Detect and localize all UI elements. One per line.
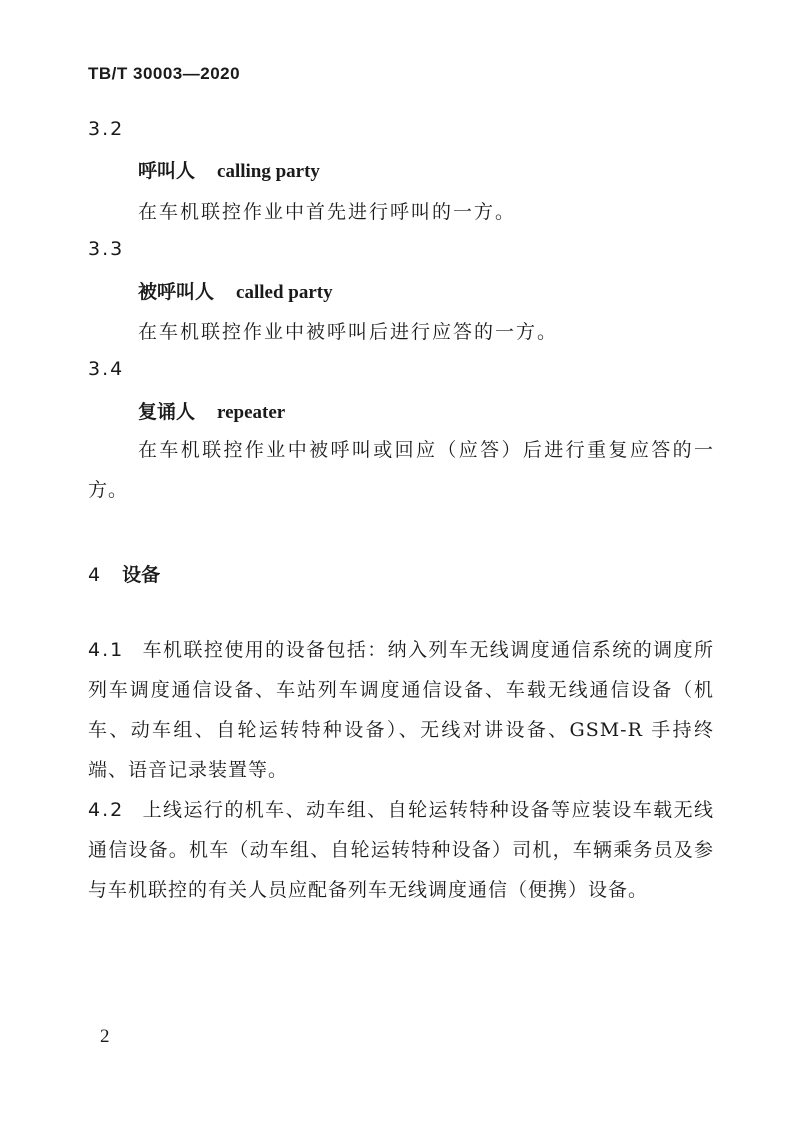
clause-text: 车机联控使用的设备包括：纳入列车无线调度通信系统的调度所列车调度通信设备、车站列车调度通信设备、车载无线通信设备（机车、动车组、自轮运转特种设备）、无线对讲设备、GSM-R 手持终端、语音记录装置等。 (88, 639, 714, 781)
clause-number: 3.2 (88, 118, 125, 140)
term-heading (138, 277, 333, 304)
term-english: calling party (217, 161, 320, 182)
term-definition: 在车机联控作业中被呼叫或回应（应答）后进行重复应答的一方。 (88, 439, 714, 501)
page-number: 2 (100, 1026, 110, 1047)
clause-paragraph (88, 790, 714, 910)
clause-paragraph (88, 630, 714, 790)
section-title: 设备 (122, 564, 161, 586)
clause-number: 4.1 (88, 639, 125, 661)
clause-number: 4.2 (88, 799, 125, 821)
term-chinese: 被呼叫人 (138, 281, 215, 303)
clause-number: 3.4 (88, 358, 125, 380)
standard-code-header: TB/T 30003—2020 (88, 64, 241, 83)
term-english: repeater (217, 402, 286, 423)
term-definition: 在车机联控作业中被呼叫后进行应答的一方。 (138, 321, 559, 343)
term-heading (138, 397, 285, 424)
term-chinese: 复诵人 (138, 401, 196, 423)
term-chinese: 呼叫人 (138, 160, 196, 182)
term-definition: 在车机联控作业中首先进行呼叫的一方。 (138, 201, 517, 223)
clause-text: 上线运行的机车、动车组、自轮运转特种设备等应装设车载无线通信设备。机车（动车组、自轮运转特种设备）司机，车辆乘务员及参与车机联控的有关人员应配备列车无线调度通信（便携）设备。 (88, 799, 714, 901)
clause-number: 3.3 (88, 238, 125, 260)
term-definition-paragraph (88, 430, 714, 510)
section-heading (88, 560, 160, 587)
term-heading (138, 156, 320, 183)
section-number: 4 (88, 564, 101, 586)
term-english: called party (236, 282, 333, 303)
